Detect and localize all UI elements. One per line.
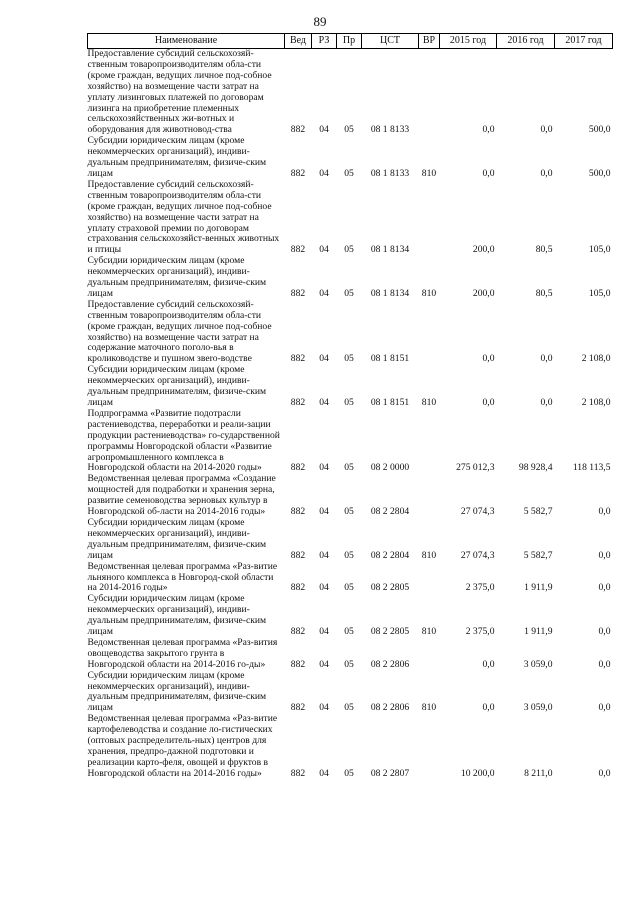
- header-name: Наименование: [88, 34, 285, 49]
- page-number: 89: [313, 14, 327, 29]
- row-rz: 04: [319, 124, 329, 136]
- row-name: Ведомственная целевая программа «Раз-витие картофелеводства и создание ло-гистических (оптовых распределитель-ных) центров для хранения, предпро-дажной подготовки и реализации карто-феля, овощей и фруктов в Новгородской области на 2014-2016 годы»: [87, 713, 278, 779]
- row-2016: 0,0: [540, 124, 553, 136]
- row-name: Ведомственная целевая программа «Раз-витие льняного комплекса в Новгород-ской области на 2014-2016 годы»: [87, 560, 278, 594]
- row-rz: 04: [319, 658, 329, 670]
- row-rz: 04: [319, 506, 329, 518]
- row-pr: 05: [344, 124, 354, 136]
- row-rz: 04: [319, 702, 329, 714]
- row-2015: 27 074,3: [460, 549, 495, 561]
- row-pr: 05: [344, 658, 354, 670]
- row-name: Предоставление субсидий сельскохозяй-ственным товаропроизводителям обла-сти (кроме граждан, ведущих личное под-собное хозяйство) на возмещение части затрат на содержание маточного поголо-вья в кролиководстве и пушном звero-водстве: [87, 298, 272, 365]
- row-name: Подпрограмма «Развитие подотрасли растениеводства, переработки и реали-зации продукции растениеводства» го-сударственной программы Новгородской области «Развитие агропромышленного комплекса в Новгородской области на 2014-2020 годы»: [87, 407, 280, 474]
- row-vr: [419, 300, 440, 365]
- row-ved: 882: [290, 397, 306, 408]
- row-ved: 882: [290, 549, 306, 561]
- row-name: Субсидии юридическим лицам (кроме некоммерческих организаций), индиви-дуальным предпринимателям, физиче-ским лицам: [87, 255, 267, 299]
- row-2017: 0,0: [598, 549, 611, 561]
- row-2016: 8 211,0: [524, 767, 553, 779]
- row-name: Субсидии юридическим лицам (кроме некоммерческих организаций), индиви-дуальным предпринимателям, физиче-ским лицам: [87, 135, 267, 179]
- row-2015: 10 200,0: [460, 767, 495, 779]
- row-2015: 27 074,3: [460, 506, 495, 518]
- row-ved: 882: [290, 582, 306, 594]
- row-rz: 04: [319, 353, 329, 365]
- row-cst: 08 2 2805: [370, 626, 410, 638]
- row-pr: 05: [344, 167, 354, 179]
- table-row: [88, 714, 613, 779]
- row-2016: 5 582,7: [523, 506, 553, 518]
- row-ved: 882: [290, 767, 306, 779]
- row-name: Ведомственная целевая программа «Раз-вития овощеводства закрытого грунта в Новгородской области на 2014-2016 го-ды»: [87, 636, 278, 670]
- row-2015: 0,0: [482, 658, 495, 670]
- row-2017: 105,0: [588, 244, 611, 256]
- row-pr: 05: [344, 397, 354, 408]
- row-cst: 08 2 2804: [370, 506, 410, 518]
- row-ved: 882: [290, 506, 306, 518]
- header-vr: ВР: [419, 34, 440, 49]
- header-pr: Пр: [337, 34, 362, 49]
- row-2017: 0,0: [598, 626, 611, 638]
- row-ved: 882: [290, 462, 306, 474]
- row-rz: 04: [319, 167, 329, 179]
- row-2015: 275 012,3: [456, 462, 495, 474]
- row-name: Ведомственная целевая программа «Создание мощностей для подработки и хранения зерна, развитие семеноводства зерновых культур в Новгородской об-ласти на 2014-2016 годы»: [87, 473, 276, 518]
- row-2015: 200,0: [472, 244, 495, 256]
- row-rz: 04: [319, 582, 329, 594]
- row-ved: 882: [290, 124, 306, 136]
- row-2016: 3 059,0: [523, 702, 553, 714]
- table-row: [88, 594, 613, 638]
- row-2017: 0,0: [598, 702, 611, 714]
- row-2017: 2 108,0: [581, 353, 611, 365]
- row-vr: [419, 562, 440, 595]
- row-vr: [419, 714, 440, 779]
- row-ved: 882: [290, 244, 306, 256]
- table-row: [88, 256, 613, 300]
- row-cst: 08 2 2806: [370, 702, 410, 714]
- row-ved: 882: [290, 658, 306, 670]
- header-2015: 2015 год: [440, 34, 497, 49]
- row-name: Субсидии юридическим лицам (кроме некоммерческих организаций), индиви-дуальным предпринимателям, физиче-ским лицам: [87, 364, 267, 408]
- row-2015: 0,0: [482, 702, 495, 714]
- row-2016: 3 059,0: [523, 658, 553, 670]
- row-pr: 05: [344, 287, 354, 299]
- row-ved: 882: [290, 626, 306, 638]
- row-pr: 05: [344, 767, 354, 779]
- row-pr: 05: [344, 462, 354, 474]
- row-2017: 105,0: [588, 287, 611, 299]
- row-2017: 118 113,5: [572, 462, 611, 474]
- table-row: [88, 49, 613, 137]
- row-vr: 810: [421, 626, 437, 638]
- row-vr: 810: [421, 167, 437, 179]
- row-2016: 80,5: [535, 287, 553, 299]
- row-2015: 2 375,0: [465, 582, 495, 594]
- row-cst: 08 1 8134: [370, 244, 410, 256]
- row-pr: 05: [344, 353, 354, 365]
- row-2016: 1 911,9: [524, 626, 553, 638]
- row-name: Субсидии юридическим лицам (кроме некоммерческих организаций), индиви-дуальным предпринимателям, физиче-ским лицам: [87, 516, 267, 561]
- row-2016: 1 911,9: [524, 582, 553, 594]
- table-row: [88, 474, 613, 518]
- header-row: [88, 34, 613, 49]
- row-2016: 0,0: [540, 353, 553, 365]
- row-name: Предоставление субсидий сельскохозяй-ственным товаропроизводителям обла-сти (кроме граждан, ведущих личное под-собное хозяйство) на возмещение части затрат на уплату лизинговых платежей по договорам лизинга на приобретение племенных сельскохозяйственных жи-вотных и оборудования для животновод-ства: [87, 48, 272, 136]
- row-ved: 882: [290, 702, 306, 714]
- row-ved: 882: [290, 167, 306, 179]
- row-2015: 0,0: [482, 167, 495, 179]
- row-2015: 0,0: [482, 353, 495, 365]
- row-pr: 05: [344, 506, 354, 518]
- row-2017: 2 108,0: [581, 397, 611, 408]
- table-row: [88, 365, 613, 409]
- row-pr: 05: [344, 582, 354, 594]
- row-2017: 0,0: [598, 658, 611, 670]
- row-ved: 882: [290, 353, 306, 365]
- row-cst: 08 1 8151: [370, 397, 410, 408]
- row-ved: 882: [290, 287, 306, 299]
- header-cst: ЦСТ: [362, 34, 419, 49]
- row-2015: 200,0: [472, 287, 495, 299]
- row-2017: 500,0: [588, 124, 611, 136]
- row-2017: 0,0: [598, 506, 611, 518]
- row-pr: 05: [344, 702, 354, 714]
- row-vr: [419, 409, 440, 474]
- header-ved: Вед: [285, 34, 312, 49]
- table-row: [88, 409, 613, 474]
- table-row: [88, 518, 613, 562]
- row-cst: 08 1 8133: [370, 124, 410, 136]
- row-pr: 05: [344, 244, 354, 256]
- row-2016: 98 928,4: [518, 462, 553, 474]
- row-vr: 810: [421, 702, 437, 714]
- row-2015: 2 375,0: [465, 626, 495, 638]
- row-rz: 04: [319, 397, 329, 408]
- row-2015: 0,0: [482, 124, 495, 136]
- row-2016: 80,5: [535, 244, 553, 256]
- table-row: [88, 638, 613, 671]
- row-vr: 810: [421, 287, 437, 299]
- row-2016: 5 582,7: [523, 549, 553, 561]
- row-rz: 04: [319, 287, 329, 299]
- row-vr: 810: [421, 397, 437, 408]
- row-2017: 500,0: [588, 167, 611, 179]
- table-row: [88, 180, 613, 256]
- row-cst: 08 2 0000: [370, 462, 410, 474]
- header-2016: 2016 год: [497, 34, 555, 49]
- table-row: [88, 671, 613, 715]
- row-rz: 04: [319, 462, 329, 474]
- row-2017: 0,0: [598, 767, 611, 779]
- header-2017: 2017 год: [555, 34, 613, 49]
- row-vr: [419, 638, 440, 671]
- row-vr: 810: [421, 549, 437, 561]
- table-row: [88, 300, 613, 365]
- row-rz: 04: [319, 549, 329, 561]
- row-cst: 08 2 2806: [370, 658, 410, 670]
- row-cst: 08 1 8151: [370, 353, 410, 365]
- row-name: Предоставление субсидий сельскохозяй-ственным товаропроизводителям обла-сти (кроме граждан, ведущих личное под-собное хозяйство) на возмещение части затрат на уплату страховой премии по договорам страхования сельскохозяйст-венных животных и птицы: [87, 178, 280, 256]
- row-vr: [419, 474, 440, 518]
- row-rz: 04: [319, 626, 329, 638]
- row-cst: 08 2 2804: [370, 549, 410, 561]
- row-pr: 05: [344, 626, 354, 638]
- row-vr: [419, 49, 440, 137]
- row-rz: 04: [319, 767, 329, 779]
- row-2015: 0,0: [482, 397, 495, 408]
- row-2016: 0,0: [540, 397, 553, 408]
- budget-table: [87, 33, 613, 780]
- table-row: [88, 136, 613, 180]
- row-cst: 08 2 2807: [370, 767, 410, 779]
- row-2017: 0,0: [598, 582, 611, 594]
- row-cst: 08 1 8134: [370, 287, 410, 299]
- row-cst: 08 2 2805: [370, 582, 410, 594]
- row-pr: 05: [344, 549, 354, 561]
- row-vr: [419, 180, 440, 256]
- row-name: Субсидии юридическим лицам (кроме некоммерческих организаций), индиви-дуальным предпринимателям, физиче-ским лицам: [87, 669, 267, 714]
- header-rz: РЗ: [312, 34, 337, 49]
- row-cst: 08 1 8133: [370, 167, 410, 179]
- row-2016: 0,0: [540, 167, 553, 179]
- row-name: Субсидии юридическим лицам (кроме некоммерческих организаций), индиви-дуальным предпринимателям, физиче-ским лицам: [87, 593, 267, 638]
- row-rz: 04: [319, 244, 329, 256]
- table-row: [88, 562, 613, 595]
